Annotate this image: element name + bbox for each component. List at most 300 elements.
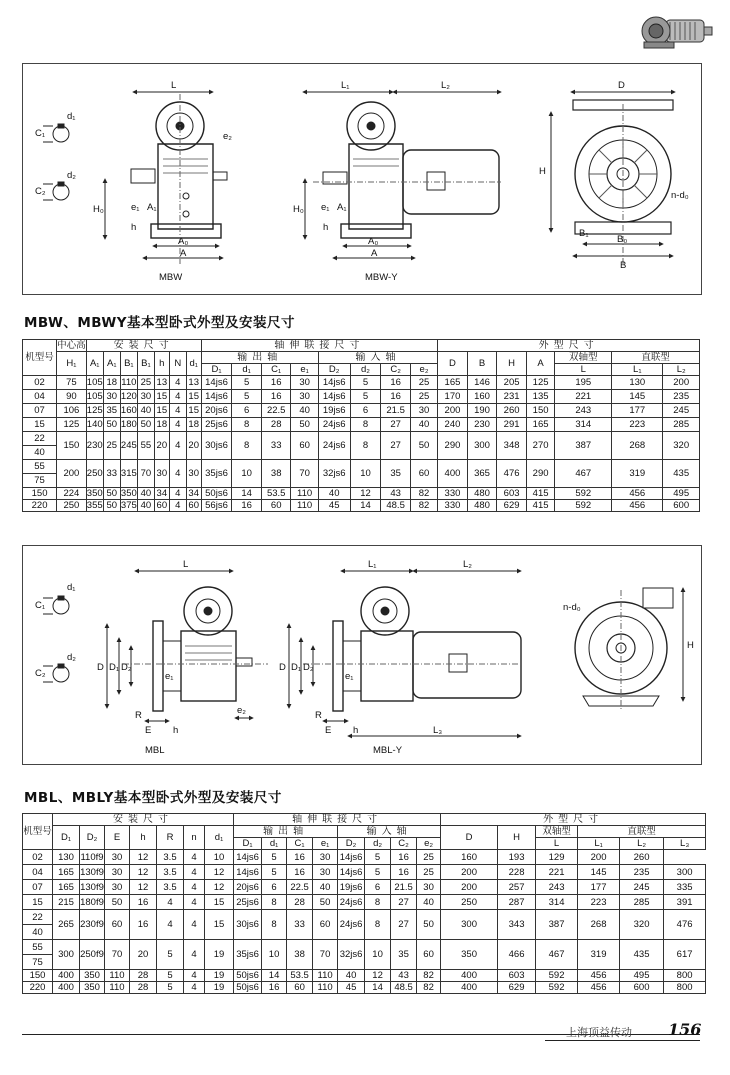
table-cell: 314 (536, 895, 578, 910)
header-input: 输入轴 (318, 352, 437, 364)
table-cell: 43 (391, 970, 417, 982)
table-cell: 200 (441, 865, 498, 880)
table-cell: 200 (57, 460, 87, 488)
table-cell: 235 (620, 865, 664, 880)
table-cell: 16 (261, 376, 291, 390)
header-row (23, 814, 706, 826)
table-cell: 4 (184, 865, 205, 880)
table-cell: 160 (441, 850, 498, 865)
table-cell: 10 (262, 940, 287, 970)
table-cell: 12 (365, 970, 391, 982)
table-cell: 140 (86, 419, 103, 430)
table-cell: 70 (313, 940, 338, 970)
table-row (23, 500, 700, 512)
table-cell: 592 (555, 500, 612, 512)
header-double: 双轴型 (555, 352, 612, 364)
table-cell: 14js6 (201, 390, 232, 404)
table-cell: 220 (23, 500, 57, 512)
table-cell: 4 (184, 880, 205, 895)
dim-label-B0: B₀ (617, 234, 628, 245)
table-cell: 387 (536, 910, 578, 940)
table-cell: 50 (313, 895, 338, 910)
table-cell: 34 (186, 488, 201, 500)
table-cell: 32js6 (318, 460, 350, 488)
table-cell: 300 (467, 432, 497, 460)
diagram-panel-mbl (22, 545, 702, 765)
table-cell: 25 (103, 432, 120, 460)
header-row (23, 352, 700, 364)
table-cell: 4 (169, 390, 186, 404)
table-row (23, 982, 706, 994)
table-cell: 30 (186, 460, 201, 488)
table-row (23, 895, 706, 910)
table-cell: 190 (467, 404, 497, 418)
table-cell: 330 (438, 500, 468, 512)
table-cell: 19 (205, 940, 234, 970)
table-row (23, 970, 706, 982)
table-cell: 629 (498, 982, 536, 994)
table-cell: 250 (441, 895, 498, 910)
table-cell: 53.5 (287, 970, 313, 982)
dim-label-c1-2: C₁ (35, 600, 46, 611)
table-cell: 14js6 (318, 376, 350, 390)
dim-label-D1-mbl: D₁ (109, 662, 120, 673)
table-cell: 125 (526, 376, 554, 390)
table-cell: 4 (157, 895, 184, 910)
table-cell: 07 (23, 880, 53, 895)
header-col: N (169, 352, 186, 376)
table-cell: 129 (536, 850, 578, 865)
table-cell: 165 (53, 880, 80, 895)
table-cell: 130f9 (80, 866, 104, 878)
table-cell: 50 (103, 488, 120, 500)
table-cell: 8 (232, 432, 262, 460)
table-cell: 14 (350, 500, 381, 512)
table-cell: 135 (526, 390, 554, 404)
table-cell: 24js6 (338, 895, 365, 910)
table-cell: 32js6 (338, 940, 365, 970)
table-cell: 10 (205, 850, 234, 865)
header-col: C₂ (391, 838, 417, 850)
table-cell: 4 (184, 895, 205, 910)
mbl-drawing (23, 546, 701, 764)
table-cell: 75 (57, 376, 87, 390)
table-cell: 75 (23, 955, 53, 970)
header-col: D₁ (53, 826, 80, 850)
table-cell: 27 (391, 895, 417, 910)
table-cell: 60 (410, 460, 437, 488)
table-cell: 27 (381, 432, 411, 460)
table-cell: 603 (497, 488, 527, 500)
header-col: L (536, 838, 578, 850)
table-cell: 16 (287, 850, 313, 865)
header-outline: 外型尺寸 (441, 814, 706, 826)
table-cell: 215 (53, 895, 80, 910)
header-install: 安装尺寸 (86, 340, 201, 352)
table-cell: 145 (612, 390, 663, 404)
table-cell: 4 (169, 418, 186, 432)
table-cell: 300 (441, 910, 498, 940)
table-cell: 265 (53, 910, 80, 940)
mblY-side-view (289, 571, 523, 736)
table-cell: 50 (137, 418, 154, 432)
table-cell: 14 (232, 488, 262, 500)
table-cell: 120 (120, 391, 137, 402)
header-col: E (105, 826, 130, 850)
table-cell: 150 (526, 404, 554, 418)
table-cell: 4 (184, 970, 205, 982)
table-cell: 14js6 (318, 390, 350, 404)
dim-label-R-mbly: R (315, 710, 322, 721)
header-install: 安装尺寸 (53, 814, 234, 826)
table-cell: 24js6 (318, 418, 350, 432)
table-cell: 600 (663, 500, 700, 512)
header-col: H (498, 826, 536, 850)
table-cell: 5 (262, 850, 287, 865)
table-cell: 16 (130, 895, 157, 910)
header-col: A₁ (103, 352, 120, 376)
header-col: H (497, 352, 527, 376)
table-cell: 16 (391, 850, 417, 865)
table-cell: 435 (663, 460, 700, 488)
table-cell: 106 (57, 404, 87, 418)
table-cell: 60 (154, 500, 169, 512)
header-model: 机型号 (23, 340, 57, 376)
table-cell: 4 (169, 460, 186, 488)
table-cell: 60 (417, 940, 441, 970)
mbwy-side-view (303, 92, 501, 258)
header-model: 机型号 (23, 814, 53, 850)
table-cell: 4 (169, 404, 186, 418)
table-cell: 13 (186, 376, 201, 390)
header-col: e₁ (291, 364, 318, 376)
table-cell: 146 (467, 376, 497, 390)
table-cell: 33 (103, 460, 120, 488)
table-cell: 105 (86, 391, 103, 402)
table-cell: 70 (137, 460, 154, 488)
table-cell: 180f9 (80, 896, 104, 908)
table-cell: 335 (664, 880, 706, 895)
dim-label-R-mbl: R (135, 710, 142, 721)
table-cell: 15 (205, 910, 234, 940)
table-cell: 160 (467, 390, 497, 404)
table-cell: 70 (291, 460, 318, 488)
table-cell: 15 (186, 390, 201, 404)
table-cell: 22.5 (261, 404, 291, 418)
table-cell: 5 (157, 940, 184, 970)
table-cell: 495 (663, 488, 700, 500)
table-cell: 800 (664, 970, 706, 982)
table-cell: 16 (381, 376, 411, 390)
table-cell: 60 (291, 432, 318, 460)
table-cell: 495 (620, 970, 664, 982)
table-cell: 14js6 (338, 850, 365, 865)
table-cell: 291 (497, 418, 527, 432)
table-cell: 60 (261, 500, 291, 512)
table-cell: 387 (555, 432, 612, 460)
header-col: D₁ (201, 364, 232, 376)
header-col: B (467, 352, 497, 376)
table-cell: 40 (291, 404, 318, 418)
table-cell: 467 (555, 460, 612, 488)
table-cell: 165 (526, 418, 554, 432)
table-cell: 21.5 (391, 880, 417, 895)
dim-label-L-mbl: L (183, 559, 189, 570)
table-cell: 16 (381, 390, 411, 404)
footer-rule-short (545, 1040, 700, 1041)
table-cell: 160 (120, 405, 137, 416)
table-cell: 250 (57, 500, 87, 512)
table-cell: 300 (53, 940, 80, 970)
table-cell: 5 (157, 970, 184, 982)
table-cell: 6 (262, 880, 287, 895)
table-cell: 30 (105, 880, 130, 895)
table-cell: 250 (86, 460, 103, 488)
table-cell: 4 (169, 488, 186, 500)
table-cell: 4 (184, 982, 205, 994)
table-cell: 25 (417, 865, 441, 880)
dim-label-E-mbly: E (325, 725, 332, 736)
table-cell: 16 (287, 865, 313, 880)
table-cell: 125 (86, 405, 103, 416)
dim-label-e1-mbly: e₁ (345, 671, 354, 682)
table-cell: 476 (497, 460, 527, 488)
dim-label-D-mbly: D (279, 662, 286, 673)
table-cell: 130f9 (80, 881, 104, 893)
table-cell: 110 (313, 982, 338, 994)
table-cell: 200 (663, 376, 700, 390)
table-cell: 55 (23, 940, 53, 955)
header-col: d₁ (205, 826, 234, 850)
table-cell: 15 (23, 895, 53, 910)
table-cell: 35 (391, 940, 417, 970)
header-double: 双轴型 (536, 826, 578, 838)
table-cell: 50 (291, 418, 318, 432)
dim-label-d2-2: d₂ (67, 652, 76, 663)
header-col: B₁ (137, 352, 154, 376)
table-cell: 53.5 (261, 488, 291, 500)
table-cell: 600 (620, 982, 664, 994)
table-cell: 400 (53, 982, 80, 994)
dim-label-D2-mbly: D₂ (303, 662, 314, 673)
table-cell: 231 (497, 390, 527, 404)
table-cell: 3.5 (157, 865, 184, 880)
table-cell: 35 (103, 404, 120, 418)
header-center-height: 中心高 (57, 340, 86, 351)
table-cell: 55 (23, 460, 57, 474)
table-cell: 456 (612, 500, 663, 512)
view-caption-mbwy: MBW-Y (365, 272, 398, 283)
table-cell: 28 (287, 895, 313, 910)
header-col: D (438, 352, 468, 376)
table-cell: 30 (103, 390, 120, 404)
table-cell: 04 (23, 865, 53, 880)
table-cell: 40 (417, 895, 441, 910)
header-col: d₁ (262, 838, 287, 850)
table-cell: 19 (205, 982, 234, 994)
table-cell: 480 (467, 488, 497, 500)
table-cell: 4 (157, 910, 184, 940)
table-cell: 8 (365, 895, 391, 910)
table-cell: 260 (620, 850, 664, 865)
table-cell: 30 (291, 376, 318, 390)
table-cell: 30js6 (234, 910, 262, 940)
dim-label-B: B (620, 260, 627, 271)
table-cell: 391 (664, 895, 706, 910)
header-col: H₁ (57, 352, 87, 376)
table-cell: 467 (536, 940, 578, 970)
table-cell: 15 (186, 404, 201, 418)
mbw-front-view (551, 92, 675, 264)
header-col: e₁ (313, 838, 338, 850)
table-cell: 15 (205, 895, 234, 910)
table-cell: 22 (23, 910, 53, 925)
table-cell: 40 (23, 925, 53, 940)
table-cell: 240 (438, 418, 468, 432)
table-cell: 28 (130, 982, 157, 994)
table-cell: 24js6 (318, 432, 350, 460)
table-cell: 200 (441, 880, 498, 895)
table-cell: 6 (350, 404, 381, 418)
table-cell: 228 (498, 865, 536, 880)
table-cell: 245 (620, 880, 664, 895)
table-cell: 8 (350, 418, 381, 432)
table-cell: 40 (137, 500, 154, 512)
table-cell: 348 (497, 432, 527, 460)
dim-label-A1-y: A₁ (337, 202, 347, 213)
table-cell: 221 (536, 865, 578, 880)
table-cell: 25 (410, 390, 437, 404)
table-cell: 245 (663, 404, 700, 418)
table-cell: 14 (262, 970, 287, 982)
table-cell: 82 (417, 982, 441, 994)
table-cell: 02 (23, 376, 57, 390)
header-col: C₁ (261, 364, 291, 376)
table-cell: 30 (417, 880, 441, 895)
table-cell: 221 (555, 390, 612, 404)
table-cell: 224 (57, 488, 87, 500)
corner-motor-illustration (636, 6, 716, 56)
table-cell: 12 (130, 880, 157, 895)
table-cell: 19 (205, 970, 234, 982)
table-cell: 70 (105, 940, 130, 970)
table-cell: 4 (169, 376, 186, 390)
table-cell: 50js6 (201, 488, 232, 500)
section-title-mbw: MBW、MBWY基本型卧式外型及安装尺寸 (24, 315, 296, 331)
table-cell: 82 (410, 500, 437, 512)
table-cell: 50 (103, 500, 120, 512)
table-cell: 350 (80, 970, 105, 982)
shaft-key-details (43, 124, 69, 200)
table-cell: 56js6 (201, 500, 232, 512)
dim-label-D: D (618, 80, 625, 91)
mbl-front-view (575, 588, 683, 711)
table-cell: 5 (157, 982, 184, 994)
view-caption-mbly: MBL-Y (373, 745, 403, 756)
table-cell: 5 (365, 865, 391, 880)
table-cell: 617 (664, 940, 706, 970)
table-row (23, 488, 700, 500)
table-cell: 16 (262, 982, 287, 994)
table-row (23, 865, 706, 880)
table-cell: 592 (536, 970, 578, 982)
dim-label-d1-2: d₁ (67, 582, 76, 593)
dim-label-e2-mbl: e₂ (237, 705, 246, 716)
table-cell: 45 (318, 500, 350, 512)
dim-label-nd0-mbl: n-d₀ (563, 602, 581, 613)
table-cell: 330 (438, 488, 468, 500)
table-cell: 35js6 (201, 460, 232, 488)
header-col: C₁ (287, 838, 313, 850)
table-cell: 355 (86, 500, 103, 511)
table-cell: 476 (664, 910, 706, 940)
table-cell: 18 (103, 376, 120, 390)
table-cell: 82 (410, 488, 437, 500)
dim-label-L3-mbly: L₃ (433, 725, 443, 736)
header-row (23, 340, 700, 352)
table-cell: 50 (105, 895, 130, 910)
table-cell: 25js6 (201, 418, 232, 432)
table-cell: 28 (261, 418, 291, 432)
table-cell: 6 (365, 880, 391, 895)
table-row (23, 850, 706, 865)
table-cell: 45 (338, 982, 365, 994)
table-cell: 268 (578, 910, 620, 940)
header-col: d₂ (350, 364, 381, 376)
diagram-panel-mbw (22, 63, 702, 295)
table-row (23, 910, 706, 925)
table-cell: 3.5 (157, 880, 184, 895)
table-cell: 290 (438, 432, 468, 460)
view-caption-mbw: MBW (159, 272, 183, 283)
table-cell: 285 (663, 418, 700, 432)
table-cell: 170 (438, 390, 468, 404)
table-cell: 110 (291, 488, 318, 500)
table-cell: 07 (23, 404, 57, 418)
dim-label-A1: A₁ (147, 202, 157, 213)
table-cell: 8 (262, 910, 287, 940)
table-cell: 60 (313, 910, 338, 940)
table-cell: 20 (154, 432, 169, 460)
table-cell: 195 (555, 376, 612, 390)
table-cell: 25 (417, 850, 441, 865)
table-cell: 243 (536, 880, 578, 895)
dim-label-H0: H₀ (93, 204, 104, 215)
table-cell: 592 (536, 982, 578, 994)
mbw-drawing (23, 64, 701, 294)
shaft-key-details-2 (43, 596, 69, 682)
table-cell: 40 (137, 488, 154, 500)
table-cell: 12 (350, 488, 381, 500)
header-col: C₂ (381, 364, 411, 376)
header-col: h (130, 826, 157, 850)
table-cell: 480 (467, 500, 497, 512)
table-cell: 50js6 (234, 970, 262, 982)
table-cell: 27 (391, 910, 417, 940)
table-cell: 43 (381, 488, 411, 500)
dim-label-H0-y: H₀ (293, 204, 304, 215)
dim-label-L: L (171, 80, 177, 91)
table-row (23, 460, 700, 474)
table-cell: 38 (287, 940, 313, 970)
table-row (23, 940, 706, 955)
header-col: L (555, 364, 612, 376)
header-col: B₁ (120, 352, 137, 376)
table-cell: 12 (130, 850, 157, 865)
header-col: d₁ (186, 352, 201, 376)
table-cell: 40 (410, 418, 437, 432)
table-cell: 456 (578, 982, 620, 994)
